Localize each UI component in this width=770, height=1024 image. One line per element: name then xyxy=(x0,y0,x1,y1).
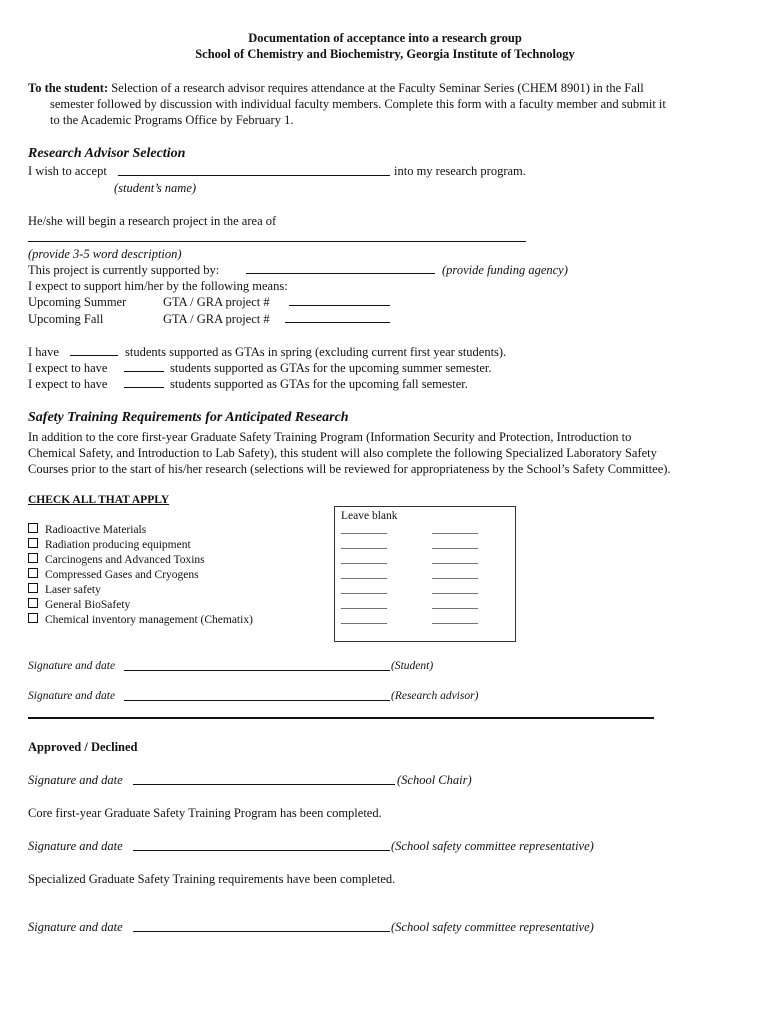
checkbox[interactable] xyxy=(28,583,38,593)
blank-mark: ________ xyxy=(341,553,387,565)
leave-blank-label: Leave blank xyxy=(341,510,398,522)
safety-option-radiation[interactable]: Radiation producing equipment xyxy=(28,537,191,553)
fall-gta-count-field[interactable] xyxy=(124,387,164,388)
safety-option-chematix[interactable]: Chemical inventory management (Chematix) xyxy=(28,612,253,628)
intro-text-1: Selection of a research advisor requires attendance at the Faculty Seminar Series (CHEM 8901) in the Fall xyxy=(108,81,644,95)
checkbox[interactable] xyxy=(28,538,38,548)
student-name-hint: (student’s name) xyxy=(114,181,197,195)
advisor-heading: Research Advisor Selection xyxy=(28,146,186,161)
support-hint: (provide funding agency) xyxy=(442,263,568,277)
blank-mark: ________ xyxy=(341,523,387,535)
safety-option-biosafety[interactable]: General BioSafety xyxy=(28,597,130,613)
accept-suffix: into my research program. xyxy=(394,164,526,178)
check-all-label: CHECK ALL THAT APPLY xyxy=(28,494,170,506)
blank-mark: ________ xyxy=(432,613,478,625)
chair-role-label: (School Chair) xyxy=(397,773,472,787)
advisor-signature-label: Signature and date xyxy=(28,690,116,702)
student-signature-field[interactable] xyxy=(124,670,390,671)
fall-project-label: GTA / GRA project # xyxy=(163,312,270,326)
expect-summer-prefix: I expect to have xyxy=(28,361,108,375)
rep2-signature-label: Signature and date xyxy=(28,920,123,934)
have-suffix: students supported as GTAs in spring (excluding current first year students). xyxy=(125,345,507,359)
rep1-signature-label: Signature and date xyxy=(28,839,123,853)
intro-lead: To the student: xyxy=(28,81,109,95)
fall-label: Upcoming Fall xyxy=(28,312,104,326)
intro-line-2: semester followed by discussion with individual faculty members. Complete this form with a faculty member and submit it xyxy=(50,97,666,111)
specialized-training-completed: Specialized Graduate Safety Training requirements have been completed. xyxy=(28,872,396,886)
checkbox[interactable] xyxy=(28,568,38,578)
expect-fall-suffix: students supported as GTAs for the upcoming fall semester. xyxy=(170,377,468,391)
document-title: Documentation of acceptance into a research group xyxy=(248,31,522,45)
blank-mark: ________ xyxy=(432,568,478,580)
expect-fall-prefix: I expect to have xyxy=(28,377,108,391)
funding-agency-field[interactable] xyxy=(246,273,435,274)
checkbox[interactable] xyxy=(28,598,38,608)
safety-option-gases[interactable]: Compressed Gases and Cryogens xyxy=(28,567,199,583)
safety-option-radioactive[interactable]: Radioactive Materials xyxy=(28,522,146,538)
checkbox[interactable] xyxy=(28,523,38,533)
blank-mark: ________ xyxy=(432,553,478,565)
advisor-role-label: (Research advisor) xyxy=(391,690,479,702)
intro-line-3: to the Academic Programs Office by February 1. xyxy=(50,113,294,127)
approved-declined-label: Approved / Declined xyxy=(28,740,138,754)
blank-mark: ________ xyxy=(432,538,478,550)
expect-summer-suffix: students supported as GTAs for the upcoming summer semester. xyxy=(170,361,492,375)
rep1-signature-field[interactable] xyxy=(133,850,390,851)
blank-mark: ________ xyxy=(341,583,387,595)
advisor-signature-field[interactable] xyxy=(124,700,390,701)
chair-signature-field[interactable] xyxy=(133,784,395,785)
blank-mark: ________ xyxy=(341,598,387,610)
section-divider xyxy=(28,717,654,719)
support-label: This project is currently supported by: xyxy=(28,263,220,277)
summer-label: Upcoming Summer xyxy=(28,295,127,309)
means-label: I expect to support him/her by the following means: xyxy=(28,279,288,293)
project-area-label: He/she will begin a research project in the area of xyxy=(28,214,277,228)
accept-prefix: I wish to accept xyxy=(28,164,107,178)
blank-mark: ________ xyxy=(432,583,478,595)
blank-mark: ________ xyxy=(341,568,387,580)
safety-option-laser[interactable]: Laser safety xyxy=(28,582,101,598)
fall-project-field[interactable] xyxy=(285,322,390,323)
rep1-role-label: (School safety committee representative) xyxy=(391,839,594,853)
student-role-label: (Student) xyxy=(391,660,434,672)
blank-mark: ________ xyxy=(432,523,478,535)
safety-option-carcinogens[interactable]: Carcinogens and Advanced Toxins xyxy=(28,552,205,568)
summer-project-label: GTA / GRA project # xyxy=(163,295,270,309)
summer-project-field[interactable] xyxy=(289,305,390,306)
summer-gta-count-field[interactable] xyxy=(124,371,164,372)
core-training-completed: Core first-year Graduate Safety Training Program has been completed. xyxy=(28,806,382,820)
safety-line-1: In addition to the core first-year Graduate Safety Training Program (Information Security and Protection, Introduction to xyxy=(28,430,632,444)
rep2-role-label: (School safety committee representative) xyxy=(391,920,594,934)
have-prefix: I have xyxy=(28,345,59,359)
checkbox[interactable] xyxy=(28,553,38,563)
safety-heading: Safety Training Requirements for Anticipated Research xyxy=(28,410,349,425)
rep2-signature-field[interactable] xyxy=(133,931,390,932)
description-hint: (provide 3-5 word description) xyxy=(28,247,182,261)
chair-signature-label: Signature and date xyxy=(28,773,123,787)
blank-mark: ________ xyxy=(341,538,387,550)
blank-mark: ________ xyxy=(432,598,478,610)
student-signature-label: Signature and date xyxy=(28,660,116,672)
document-subtitle: School of Chemistry and Biochemistry, Georgia Institute of Technology xyxy=(195,47,575,61)
checkbox[interactable] xyxy=(28,613,38,623)
safety-line-2: Chemical Safety, and Introduction to Lab Safety), this student will also complete the following Specialized Laboratory Safety xyxy=(28,446,657,460)
spring-gta-count-field[interactable] xyxy=(70,355,118,356)
blank-mark: ________ xyxy=(341,613,387,625)
safety-line-3: Courses prior to the start of his/her research (selections will be reviewed for appropriateness by the School’s Safety Committee). xyxy=(28,462,671,476)
project-description-field[interactable] xyxy=(28,241,526,242)
student-name-field[interactable] xyxy=(118,175,390,176)
intro-line-1 xyxy=(28,80,644,96)
